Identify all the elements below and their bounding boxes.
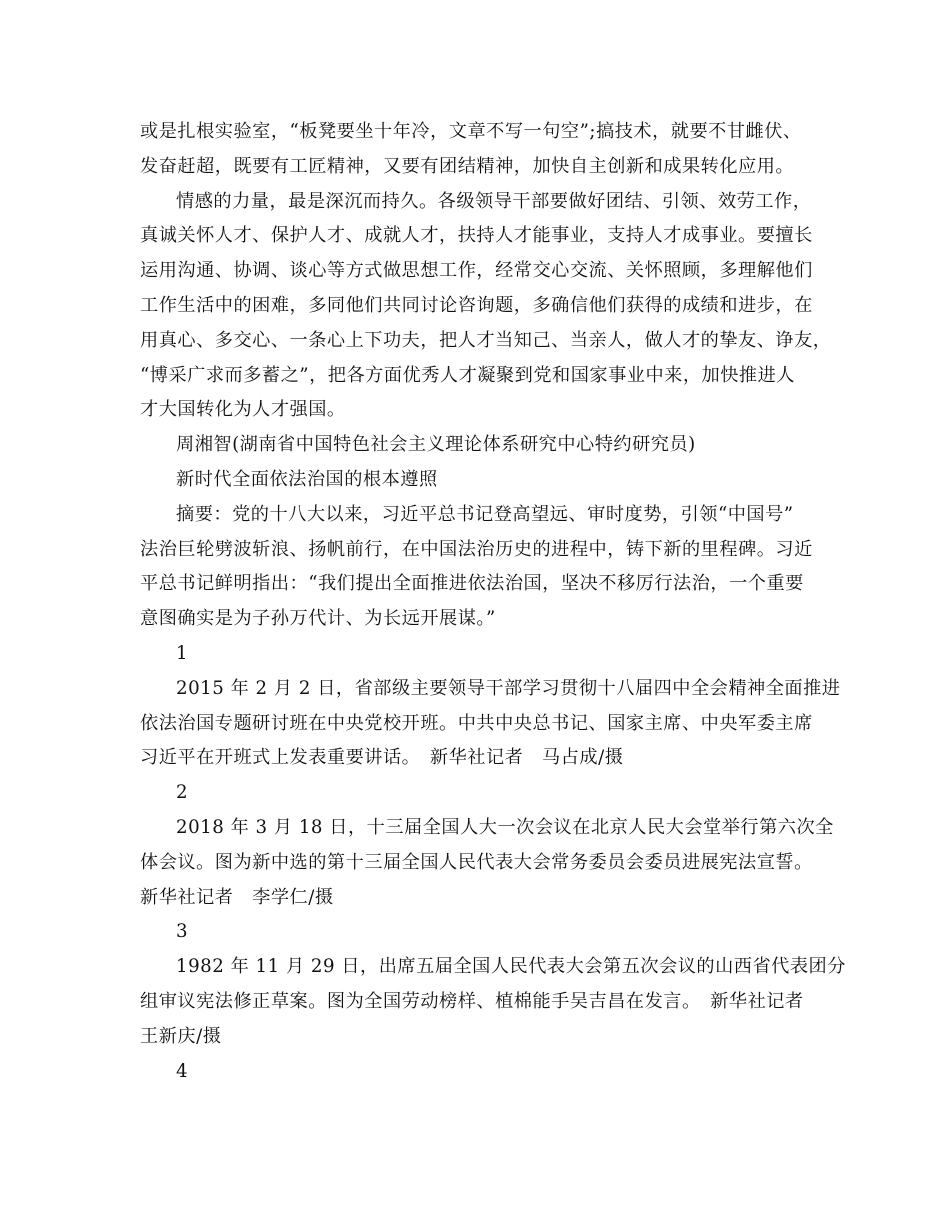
- author-line: [140, 428, 820, 463]
- text-line: 习近平在开班式上发表重要讲话。 新华社记者 马占成/摄: [140, 747, 624, 769]
- text-line: 4: [176, 1060, 189, 1082]
- text-line: 意图确实是为子孙万代计、为长远开展谋。”: [140, 608, 496, 630]
- text-line: 平总书记鲜明指出：“我们提出全面推进依法治国，坚决不移厉行法治，一个重要: [140, 573, 804, 595]
- text-line: 新华社记者 李学仁/摄: [140, 886, 334, 908]
- photo-caption: [140, 672, 841, 776]
- text-line: “博采广求而多蓄之”，把各方面优秀人才凝聚到党和国家事业中来，加快推进人: [140, 364, 795, 386]
- text-line: 1: [176, 642, 189, 664]
- text-line: 组审议宪法修正草案。图为全国劳动榜样、植棉能手吴吉昌在发言。 新华社记者: [140, 990, 804, 1012]
- text-line: 周湘智(湖南省中国特色社会主义理论体系研究中心特约研究员): [176, 434, 696, 456]
- text-line: 2018 年 3 月 18 日，十三届全国人大一次会议在北京人民大会堂举行第六次全: [176, 816, 834, 838]
- text-line: 3: [176, 921, 189, 943]
- text-line: 工作生活中的困难，多同他们共同讨论咨询题，多确信他们获得的成绩和进步，在: [140, 294, 813, 316]
- text-line: 2015 年 2 月 2 日，省部级主要领导干部学习贯彻十八届四中全会精神全面推进: [176, 677, 841, 699]
- text-line: 运用沟通、协调、谈心等方式做思想工作，经常交心交流、关怀照顾，多理解他们: [140, 260, 813, 282]
- photo-caption: [140, 811, 834, 915]
- photo-number: [140, 1055, 820, 1090]
- text-line: 2: [176, 782, 189, 804]
- text-line: 真诚关怀人才、保护人才、成就人才，扶持人才能事业，支持人才成事业。要擅长: [140, 225, 813, 247]
- photo-number: [140, 637, 820, 672]
- text-line: 新时代全面依法治国的根本遵照: [176, 468, 438, 490]
- photo-number: [140, 915, 820, 950]
- text-line: 体会议。图为新中选的第十三届全国人民代表大会常务委员会委员进展宪法宣誓。: [140, 851, 813, 873]
- photo-number: [140, 776, 820, 811]
- paragraph-abstract: [140, 498, 820, 637]
- text-line: 情感的力量，最是深沉而持久。各级领导干部要做好团结、引领、效劳工作，: [176, 190, 812, 212]
- text-line: 法治巨轮劈波斩浪、扬帆前行，在中国法治历史的进程中，铸下新的里程碑。习近: [140, 538, 813, 560]
- document-body: [140, 115, 846, 1089]
- text-line: 才大国转化为人才强国。: [140, 399, 346, 421]
- photo-caption: [140, 950, 846, 1054]
- text-line: 依法治国专题研讨班在中央党校开班。中共中央总书记、国家主席、中央军委主席: [140, 712, 813, 734]
- paragraph-emotion-power: [140, 185, 832, 429]
- article-title: [140, 463, 820, 498]
- text-line: 用真心、多交心、一条心上下功夫，把人才当知己、当亲人，做人才的挚友、诤友，: [140, 329, 832, 351]
- text-line: 或是扎根实验室，“板凳要坐十年冷，文章不写一句空”;搞技术，就要不甘雌伏、: [140, 121, 802, 142]
- text-line: 摘要：党的十八大以来，习近平总书记登高望远、审时度势，引领“中国号”: [176, 503, 794, 525]
- text-line: 王新庆/摄: [140, 1025, 222, 1047]
- paragraph-continuation: [140, 115, 820, 185]
- text-line: 1982 年 11 月 29 日，出席五届全国人民代表大会第五次会议的山西省代表团分: [176, 956, 846, 978]
- text-line: 发奋赶超，既要有工匠精神，又要有团结精神，加快自主创新和成果转化应用。: [140, 155, 795, 177]
